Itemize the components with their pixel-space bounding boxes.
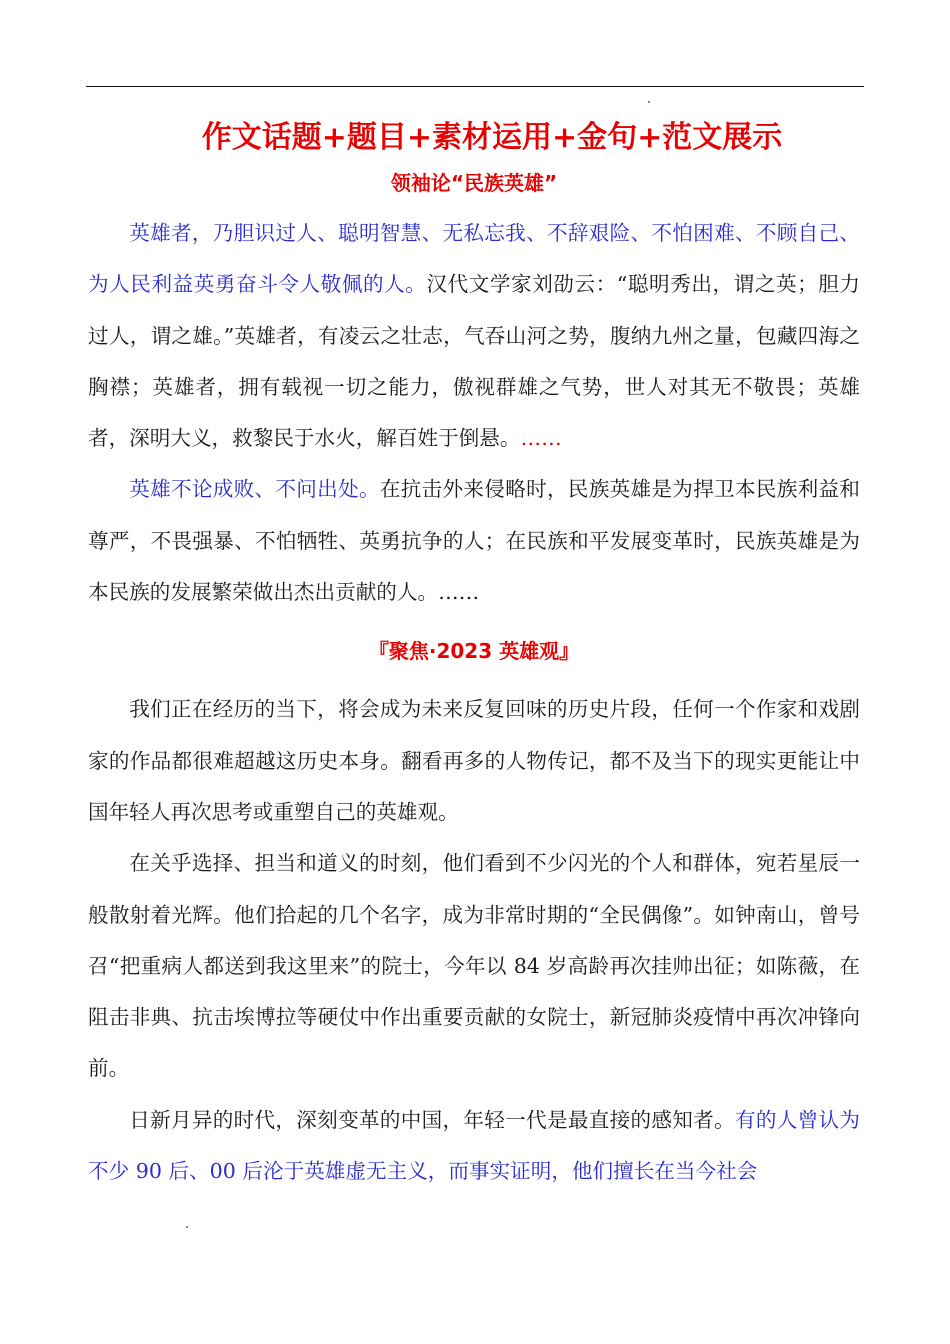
paragraph-young-generation [88, 1095, 860, 1198]
body-text: 汉代文学家刘劭云：“聪明秀出，谓之英；胆力过人，谓之雄。”英雄者，有凌云之壮志，气吞山河之势，腹纳九州之量，包藏四海之胸襟；英雄者，拥有载视一切之能力，傲视群雄之气势，世人对其无不敬畏；英雄者，深明大义，救黎民于水火，解百姓于倒悬。 [88, 272, 861, 451]
document-body [88, 112, 860, 1197]
page-title: 作文话题+题目+素材运用+金句+范文展示 [201, 120, 783, 155]
highlighted-text: 英雄不论成败、不问出处。 [129, 477, 380, 502]
subtitle: 领袖论“民族英雄” [390, 171, 558, 195]
section-title: 『聚焦·2023 英雄观』 [368, 639, 580, 664]
paragraph-national-hero [88, 464, 860, 618]
paragraph-present-moment: 我们正在经历的当下，将会成为未来反复回味的历史片段，任何一个作家和戏剧家的作品都很难超越这历史本身。翻看再多的人物传记，都不及当下的现实更能让中国年轻人再次思考或重塑自己的英雄观。 [88, 697, 860, 824]
speck-mark [648, 101, 650, 103]
header-rule [86, 86, 864, 87]
speck-mark [186, 1226, 188, 1228]
highlighted-text: 英雄者，乃胆识过人、聪明智慧、无私忘我、不辞艰险、不怕困难、不顾自己、为人民利益英勇奋斗令人敬佩的人。 [88, 221, 860, 297]
paragraph-hero-definition [88, 208, 860, 464]
body-text: 在抗击外来侵略时，民族英雄是为捍卫本民族利益和尊严，不畏强暴、不怕牺牲、英勇抗争的人；在民族和平发展变革时，民族英雄是为本民族的发展繁荣做出杰出贡献的人。…… [88, 477, 861, 605]
ellipsis: …… [520, 426, 562, 451]
body-text: 日新月异的时代，深刻变革的中国，年轻一代是最直接的感知者。 [129, 1107, 735, 1132]
highlighted-text: 有的人曾认为不少 90 后、00 后沦于英雄虚无主义，而事实证明，他们擅长在当今社会 [88, 1107, 861, 1184]
paragraph-national-idols: 在关乎选择、担当和道义的时刻，他们看到不少闪光的个人和群体，宛若星辰一般散射着光辉。他们拾起的几个名字，成为非常时期的“全民偶像”。如钟南山，曾号召“把重病人都送到我这里来”的院士，今年以 84 岁高龄再次挂帅出征；如陈薇，在阻击非典、抗击埃博拉等硬仗中作出重要贡献的女院士，新冠肺炎疫情中再次冲锋向前。 [88, 851, 860, 1081]
